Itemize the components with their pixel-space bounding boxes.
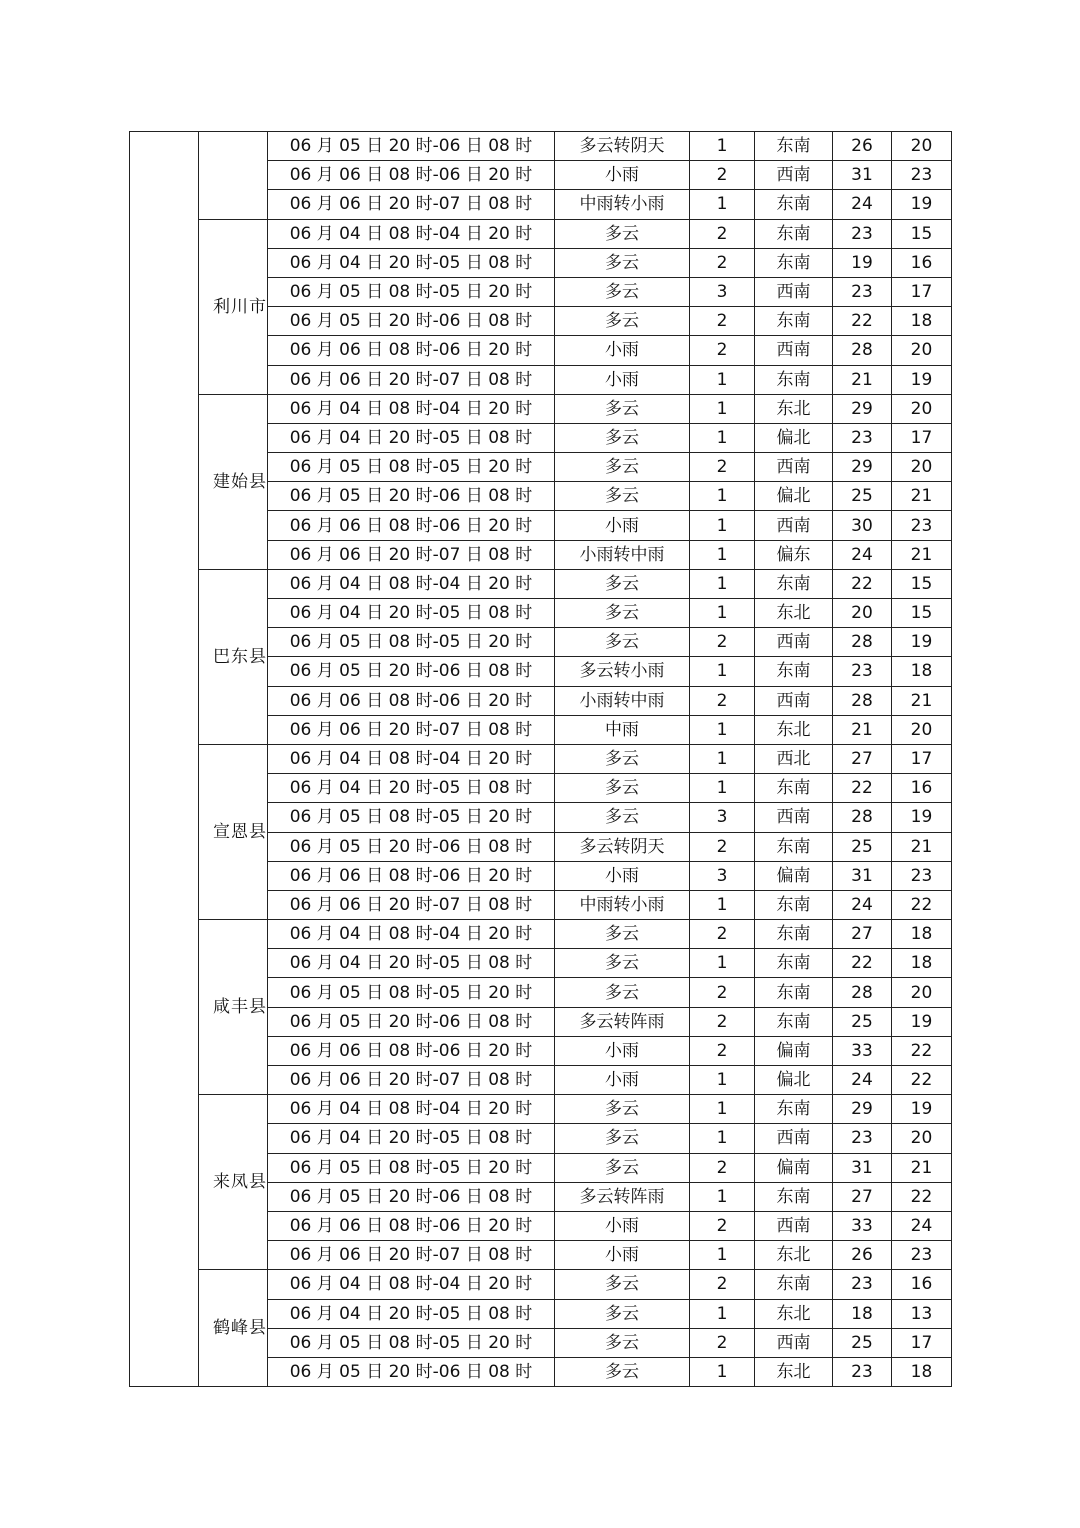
low-temp-cell: 17 <box>892 423 952 452</box>
weather-cell: 多云 <box>555 803 690 832</box>
time-cell: 06 月 05 日 20 时-06 日 08 时 <box>268 307 555 336</box>
low-temp-cell: 23 <box>892 1241 952 1270</box>
region-cell <box>199 569 268 744</box>
wind-direction-cell: 西南 <box>755 686 833 715</box>
high-temp-cell: 28 <box>833 803 892 832</box>
low-temp-cell: 18 <box>892 949 952 978</box>
weather-cell: 多云 <box>555 423 690 452</box>
weather-cell: 多云 <box>555 248 690 277</box>
region-cell <box>199 1095 268 1270</box>
wind-direction-cell: 东南 <box>755 219 833 248</box>
weather-cell: 小雨 <box>555 365 690 394</box>
low-temp-cell: 19 <box>892 190 952 219</box>
wind-level-cell: 1 <box>690 1124 755 1153</box>
time-cell: 06 月 05 日 08 时-05 日 20 时 <box>268 1153 555 1182</box>
weather-cell: 小雨 <box>555 511 690 540</box>
weather-cell: 多云 <box>555 1153 690 1182</box>
wind-direction-cell: 西南 <box>755 277 833 306</box>
high-temp-cell: 31 <box>833 1153 892 1182</box>
wind-level-cell: 1 <box>690 482 755 511</box>
wind-direction-cell: 偏南 <box>755 1153 833 1182</box>
weather-cell: 多云 <box>555 1357 690 1386</box>
low-temp-cell: 19 <box>892 628 952 657</box>
wind-level-cell: 2 <box>690 1153 755 1182</box>
wind-direction-cell: 东南 <box>755 365 833 394</box>
high-temp-cell: 23 <box>833 1124 892 1153</box>
time-cell: 06 月 04 日 20 时-05 日 08 时 <box>268 774 555 803</box>
time-cell: 06 月 06 日 08 时-06 日 20 时 <box>268 336 555 365</box>
wind-level-cell: 1 <box>690 1357 755 1386</box>
weather-cell: 多云 <box>555 1299 690 1328</box>
wind-level-cell: 1 <box>690 715 755 744</box>
wind-direction-cell: 东南 <box>755 1007 833 1036</box>
weather-cell: 小雨 <box>555 1036 690 1065</box>
high-temp-cell: 30 <box>833 511 892 540</box>
weather-cell: 多云 <box>555 978 690 1007</box>
low-temp-cell: 18 <box>892 307 952 336</box>
weather-cell: 多云 <box>555 949 690 978</box>
weather-cell: 中雨转小雨 <box>555 190 690 219</box>
wind-direction-cell: 东南 <box>755 890 833 919</box>
weather-cell: 多云 <box>555 920 690 949</box>
time-cell: 06 月 05 日 08 时-05 日 20 时 <box>268 277 555 306</box>
wind-direction-cell: 偏北 <box>755 1066 833 1095</box>
high-temp-cell: 23 <box>833 423 892 452</box>
wind-level-cell: 1 <box>690 190 755 219</box>
high-temp-cell: 26 <box>833 132 892 161</box>
time-cell: 06 月 06 日 20 时-07 日 08 时 <box>268 890 555 919</box>
high-temp-cell: 28 <box>833 978 892 1007</box>
high-temp-cell: 19 <box>833 248 892 277</box>
weather-cell: 多云 <box>555 307 690 336</box>
wind-level-cell: 2 <box>690 219 755 248</box>
low-temp-cell: 20 <box>892 978 952 1007</box>
weather-cell: 多云 <box>555 628 690 657</box>
low-temp-cell: 18 <box>892 920 952 949</box>
region-cell <box>199 219 268 394</box>
low-temp-cell: 17 <box>892 744 952 773</box>
time-cell: 06 月 05 日 08 时-05 日 20 时 <box>268 628 555 657</box>
high-temp-cell: 28 <box>833 686 892 715</box>
time-cell: 06 月 04 日 20 时-05 日 08 时 <box>268 248 555 277</box>
wind-level-cell: 2 <box>690 1036 755 1065</box>
low-temp-cell: 24 <box>892 1211 952 1240</box>
low-temp-cell: 21 <box>892 1153 952 1182</box>
low-temp-cell: 15 <box>892 599 952 628</box>
low-temp-cell: 16 <box>892 1270 952 1299</box>
time-cell: 06 月 05 日 20 时-06 日 08 时 <box>268 832 555 861</box>
low-temp-cell: 22 <box>892 1036 952 1065</box>
low-temp-cell: 21 <box>892 686 952 715</box>
wind-level-cell: 1 <box>690 1095 755 1124</box>
wind-direction-cell: 东南 <box>755 132 833 161</box>
high-temp-cell: 27 <box>833 744 892 773</box>
high-temp-cell: 31 <box>833 861 892 890</box>
region-cell <box>199 394 268 569</box>
low-temp-cell: 16 <box>892 248 952 277</box>
time-cell: 06 月 05 日 20 时-06 日 08 时 <box>268 1182 555 1211</box>
low-temp-cell: 19 <box>892 1007 952 1036</box>
weather-cell: 多云 <box>555 569 690 598</box>
wind-level-cell: 2 <box>690 453 755 482</box>
low-temp-cell: 15 <box>892 569 952 598</box>
low-temp-cell: 23 <box>892 161 952 190</box>
wind-level-cell: 1 <box>690 569 755 598</box>
low-temp-cell: 21 <box>892 540 952 569</box>
wind-direction-cell: 东北 <box>755 1299 833 1328</box>
weather-cell: 多云 <box>555 453 690 482</box>
wind-level-cell: 2 <box>690 920 755 949</box>
wind-level-cell: 1 <box>690 132 755 161</box>
wind-level-cell: 3 <box>690 803 755 832</box>
wind-direction-cell: 东北 <box>755 715 833 744</box>
weather-cell: 多云 <box>555 744 690 773</box>
wind-level-cell: 1 <box>690 774 755 803</box>
wind-level-cell: 1 <box>690 599 755 628</box>
wind-level-cell: 1 <box>690 1299 755 1328</box>
low-temp-cell: 20 <box>892 453 952 482</box>
wind-direction-cell: 东南 <box>755 832 833 861</box>
high-temp-cell: 27 <box>833 920 892 949</box>
table-row <box>130 569 952 598</box>
weather-cell: 多云 <box>555 599 690 628</box>
low-temp-cell: 23 <box>892 861 952 890</box>
weather-cell: 多云转阵雨 <box>555 1182 690 1211</box>
low-temp-cell: 15 <box>892 219 952 248</box>
wind-direction-cell: 偏南 <box>755 861 833 890</box>
region-name: 来凤县 <box>213 1172 267 1193</box>
high-temp-cell: 22 <box>833 307 892 336</box>
high-temp-cell: 33 <box>833 1036 892 1065</box>
time-cell: 06 月 04 日 08 时-04 日 20 时 <box>268 1095 555 1124</box>
low-temp-cell: 20 <box>892 1124 952 1153</box>
wind-direction-cell: 西南 <box>755 803 833 832</box>
weather-cell: 多云转阴天 <box>555 832 690 861</box>
low-temp-cell: 18 <box>892 1357 952 1386</box>
table-row <box>130 132 952 161</box>
time-cell: 06 月 04 日 08 时-04 日 20 时 <box>268 920 555 949</box>
high-temp-cell: 23 <box>833 1270 892 1299</box>
weather-cell: 小雨 <box>555 161 690 190</box>
wind-direction-cell: 东北 <box>755 394 833 423</box>
weather-cell: 小雨 <box>555 1211 690 1240</box>
low-temp-cell: 20 <box>892 132 952 161</box>
high-temp-cell: 23 <box>833 277 892 306</box>
wind-direction-cell: 西南 <box>755 511 833 540</box>
high-temp-cell: 25 <box>833 832 892 861</box>
weather-cell: 中雨 <box>555 715 690 744</box>
time-cell: 06 月 05 日 20 时-06 日 08 时 <box>268 482 555 511</box>
time-cell: 06 月 06 日 20 时-07 日 08 时 <box>268 540 555 569</box>
wind-direction-cell: 东南 <box>755 657 833 686</box>
group-cell <box>130 132 199 1387</box>
wind-direction-cell: 偏南 <box>755 1036 833 1065</box>
wind-direction-cell: 东南 <box>755 978 833 1007</box>
time-cell: 06 月 04 日 08 时-04 日 20 时 <box>268 1270 555 1299</box>
high-temp-cell: 21 <box>833 365 892 394</box>
time-cell: 06 月 04 日 20 时-05 日 08 时 <box>268 1124 555 1153</box>
weather-cell: 多云转阵雨 <box>555 1007 690 1036</box>
wind-direction-cell: 偏东 <box>755 540 833 569</box>
time-cell: 06 月 04 日 20 时-05 日 08 时 <box>268 599 555 628</box>
wind-level-cell: 1 <box>690 890 755 919</box>
time-cell: 06 月 05 日 20 时-06 日 08 时 <box>268 657 555 686</box>
wind-level-cell: 1 <box>690 657 755 686</box>
weather-cell: 多云转阴天 <box>555 132 690 161</box>
wind-direction-cell: 东南 <box>755 190 833 219</box>
wind-direction-cell: 西南 <box>755 1211 833 1240</box>
wind-direction-cell: 西南 <box>755 1124 833 1153</box>
high-temp-cell: 33 <box>833 1211 892 1240</box>
high-temp-cell: 28 <box>833 628 892 657</box>
low-temp-cell: 18 <box>892 657 952 686</box>
low-temp-cell: 17 <box>892 1328 952 1357</box>
wind-level-cell: 1 <box>690 511 755 540</box>
table-row <box>130 219 952 248</box>
time-cell: 06 月 05 日 20 时-06 日 08 时 <box>268 1007 555 1036</box>
wind-direction-cell: 东南 <box>755 248 833 277</box>
region-cell <box>199 744 268 919</box>
low-temp-cell: 21 <box>892 832 952 861</box>
low-temp-cell: 22 <box>892 1182 952 1211</box>
wind-direction-cell: 西南 <box>755 336 833 365</box>
time-cell: 06 月 05 日 20 时-06 日 08 时 <box>268 132 555 161</box>
wind-level-cell: 2 <box>690 1328 755 1357</box>
high-temp-cell: 21 <box>833 715 892 744</box>
time-cell: 06 月 06 日 08 时-06 日 20 时 <box>268 511 555 540</box>
high-temp-cell: 23 <box>833 657 892 686</box>
wind-direction-cell: 西南 <box>755 628 833 657</box>
wind-direction-cell: 西南 <box>755 1328 833 1357</box>
wind-level-cell: 2 <box>690 978 755 1007</box>
region-name: 利川市 <box>213 296 267 317</box>
time-cell: 06 月 04 日 08 时-04 日 20 时 <box>268 569 555 598</box>
wind-direction-cell: 偏北 <box>755 423 833 452</box>
time-cell: 06 月 04 日 08 时-04 日 20 时 <box>268 394 555 423</box>
high-temp-cell: 28 <box>833 336 892 365</box>
high-temp-cell: 22 <box>833 774 892 803</box>
wind-level-cell: 1 <box>690 949 755 978</box>
time-cell: 06 月 04 日 20 时-05 日 08 时 <box>268 1299 555 1328</box>
time-cell: 06 月 05 日 08 时-05 日 20 时 <box>268 803 555 832</box>
wind-direction-cell: 东南 <box>755 949 833 978</box>
table-row <box>130 394 952 423</box>
time-cell: 06 月 05 日 08 时-05 日 20 时 <box>268 978 555 1007</box>
wind-level-cell: 1 <box>690 423 755 452</box>
low-temp-cell: 17 <box>892 277 952 306</box>
wind-level-cell: 2 <box>690 686 755 715</box>
weather-cell: 小雨转中雨 <box>555 686 690 715</box>
wind-direction-cell: 东南 <box>755 1270 833 1299</box>
table-row <box>130 920 952 949</box>
weather-cell: 多云转小雨 <box>555 657 690 686</box>
time-cell: 06 月 05 日 20 时-06 日 08 时 <box>268 1357 555 1386</box>
region-cell <box>199 132 268 220</box>
high-temp-cell: 29 <box>833 394 892 423</box>
high-temp-cell: 18 <box>833 1299 892 1328</box>
time-cell: 06 月 06 日 20 时-07 日 08 时 <box>268 1241 555 1270</box>
weather-cell: 小雨 <box>555 1241 690 1270</box>
low-temp-cell: 19 <box>892 803 952 832</box>
region-name: 巴东县 <box>213 646 267 667</box>
wind-level-cell: 1 <box>690 1066 755 1095</box>
table-row <box>130 1270 952 1299</box>
table-row <box>130 744 952 773</box>
time-cell: 06 月 04 日 08 时-04 日 20 时 <box>268 219 555 248</box>
wind-direction-cell: 东南 <box>755 774 833 803</box>
wind-direction-cell: 西南 <box>755 453 833 482</box>
region-cell <box>199 1270 268 1387</box>
wind-direction-cell: 东南 <box>755 1182 833 1211</box>
wind-level-cell: 2 <box>690 1211 755 1240</box>
wind-level-cell: 3 <box>690 277 755 306</box>
low-temp-cell: 22 <box>892 1066 952 1095</box>
weather-cell: 多云 <box>555 482 690 511</box>
time-cell: 06 月 06 日 20 时-07 日 08 时 <box>268 365 555 394</box>
wind-level-cell: 2 <box>690 832 755 861</box>
wind-level-cell: 1 <box>690 1182 755 1211</box>
time-cell: 06 月 04 日 20 时-05 日 08 时 <box>268 423 555 452</box>
high-temp-cell: 20 <box>833 599 892 628</box>
high-temp-cell: 22 <box>833 569 892 598</box>
wind-level-cell: 1 <box>690 394 755 423</box>
low-temp-cell: 16 <box>892 774 952 803</box>
wind-direction-cell: 西南 <box>755 161 833 190</box>
high-temp-cell: 25 <box>833 1007 892 1036</box>
wind-direction-cell: 东北 <box>755 1241 833 1270</box>
time-cell: 06 月 06 日 08 时-06 日 20 时 <box>268 161 555 190</box>
wind-level-cell: 2 <box>690 248 755 277</box>
forecast-table-body <box>130 132 952 1387</box>
high-temp-cell: 26 <box>833 1241 892 1270</box>
wind-level-cell: 2 <box>690 307 755 336</box>
region-name: 建始县 <box>213 471 267 492</box>
time-cell: 06 月 05 日 08 时-05 日 20 时 <box>268 1328 555 1357</box>
wind-direction-cell: 东北 <box>755 599 833 628</box>
time-cell: 06 月 06 日 20 时-07 日 08 时 <box>268 190 555 219</box>
time-cell: 06 月 06 日 08 时-06 日 20 时 <box>268 1036 555 1065</box>
table-row <box>130 1095 952 1124</box>
low-temp-cell: 19 <box>892 365 952 394</box>
region-cell <box>199 920 268 1095</box>
high-temp-cell: 23 <box>833 1357 892 1386</box>
weather-cell: 多云 <box>555 1095 690 1124</box>
wind-direction-cell: 东南 <box>755 307 833 336</box>
wind-direction-cell: 东南 <box>755 920 833 949</box>
time-cell: 06 月 04 日 08 时-04 日 20 时 <box>268 744 555 773</box>
high-temp-cell: 25 <box>833 482 892 511</box>
high-temp-cell: 24 <box>833 540 892 569</box>
wind-level-cell: 3 <box>690 861 755 890</box>
wind-direction-cell: 东北 <box>755 1357 833 1386</box>
weather-cell: 多云 <box>555 277 690 306</box>
time-cell: 06 月 05 日 08 时-05 日 20 时 <box>268 453 555 482</box>
time-cell: 06 月 04 日 20 时-05 日 08 时 <box>268 949 555 978</box>
high-temp-cell: 24 <box>833 1066 892 1095</box>
high-temp-cell: 24 <box>833 890 892 919</box>
region-name: 宣恩县 <box>213 822 267 842</box>
weather-cell: 多云 <box>555 394 690 423</box>
wind-level-cell: 2 <box>690 161 755 190</box>
wind-direction-cell: 偏北 <box>755 482 833 511</box>
weather-cell: 多云 <box>555 219 690 248</box>
weather-cell: 中雨转小雨 <box>555 890 690 919</box>
wind-level-cell: 1 <box>690 1241 755 1270</box>
weather-cell: 多云 <box>555 1270 690 1299</box>
region-name: 咸丰县 <box>213 997 267 1018</box>
high-temp-cell: 29 <box>833 1095 892 1124</box>
weather-cell: 小雨 <box>555 336 690 365</box>
weather-cell: 小雨转中雨 <box>555 540 690 569</box>
high-temp-cell: 25 <box>833 1328 892 1357</box>
time-cell: 06 月 06 日 08 时-06 日 20 时 <box>268 1211 555 1240</box>
high-temp-cell: 23 <box>833 219 892 248</box>
wind-level-cell: 1 <box>690 540 755 569</box>
low-temp-cell: 19 <box>892 1095 952 1124</box>
high-temp-cell: 31 <box>833 161 892 190</box>
wind-direction-cell: 东南 <box>755 1095 833 1124</box>
low-temp-cell: 20 <box>892 394 952 423</box>
weather-cell: 多云 <box>555 774 690 803</box>
low-temp-cell: 20 <box>892 715 952 744</box>
weather-cell: 多云 <box>555 1328 690 1357</box>
weather-cell: 多云 <box>555 1124 690 1153</box>
low-temp-cell: 23 <box>892 511 952 540</box>
time-cell: 06 月 06 日 20 时-07 日 08 时 <box>268 1066 555 1095</box>
low-temp-cell: 13 <box>892 1299 952 1328</box>
weather-cell: 小雨 <box>555 1066 690 1095</box>
wind-direction-cell: 西北 <box>755 744 833 773</box>
time-cell: 06 月 06 日 20 时-07 日 08 时 <box>268 715 555 744</box>
wind-level-cell: 2 <box>690 336 755 365</box>
low-temp-cell: 20 <box>892 336 952 365</box>
forecast-table <box>129 131 952 1387</box>
time-cell: 06 月 06 日 08 时-06 日 20 时 <box>268 686 555 715</box>
high-temp-cell: 22 <box>833 949 892 978</box>
wind-direction-cell: 东南 <box>755 569 833 598</box>
wind-level-cell: 2 <box>690 1270 755 1299</box>
high-temp-cell: 24 <box>833 190 892 219</box>
wind-level-cell: 2 <box>690 1007 755 1036</box>
weather-cell: 小雨 <box>555 861 690 890</box>
high-temp-cell: 27 <box>833 1182 892 1211</box>
wind-level-cell: 2 <box>690 628 755 657</box>
low-temp-cell: 22 <box>892 890 952 919</box>
wind-level-cell: 1 <box>690 744 755 773</box>
high-temp-cell: 29 <box>833 453 892 482</box>
low-temp-cell: 21 <box>892 482 952 511</box>
time-cell: 06 月 06 日 08 时-06 日 20 时 <box>268 861 555 890</box>
wind-level-cell: 1 <box>690 365 755 394</box>
region-name: 鹤峰县 <box>213 1318 267 1339</box>
